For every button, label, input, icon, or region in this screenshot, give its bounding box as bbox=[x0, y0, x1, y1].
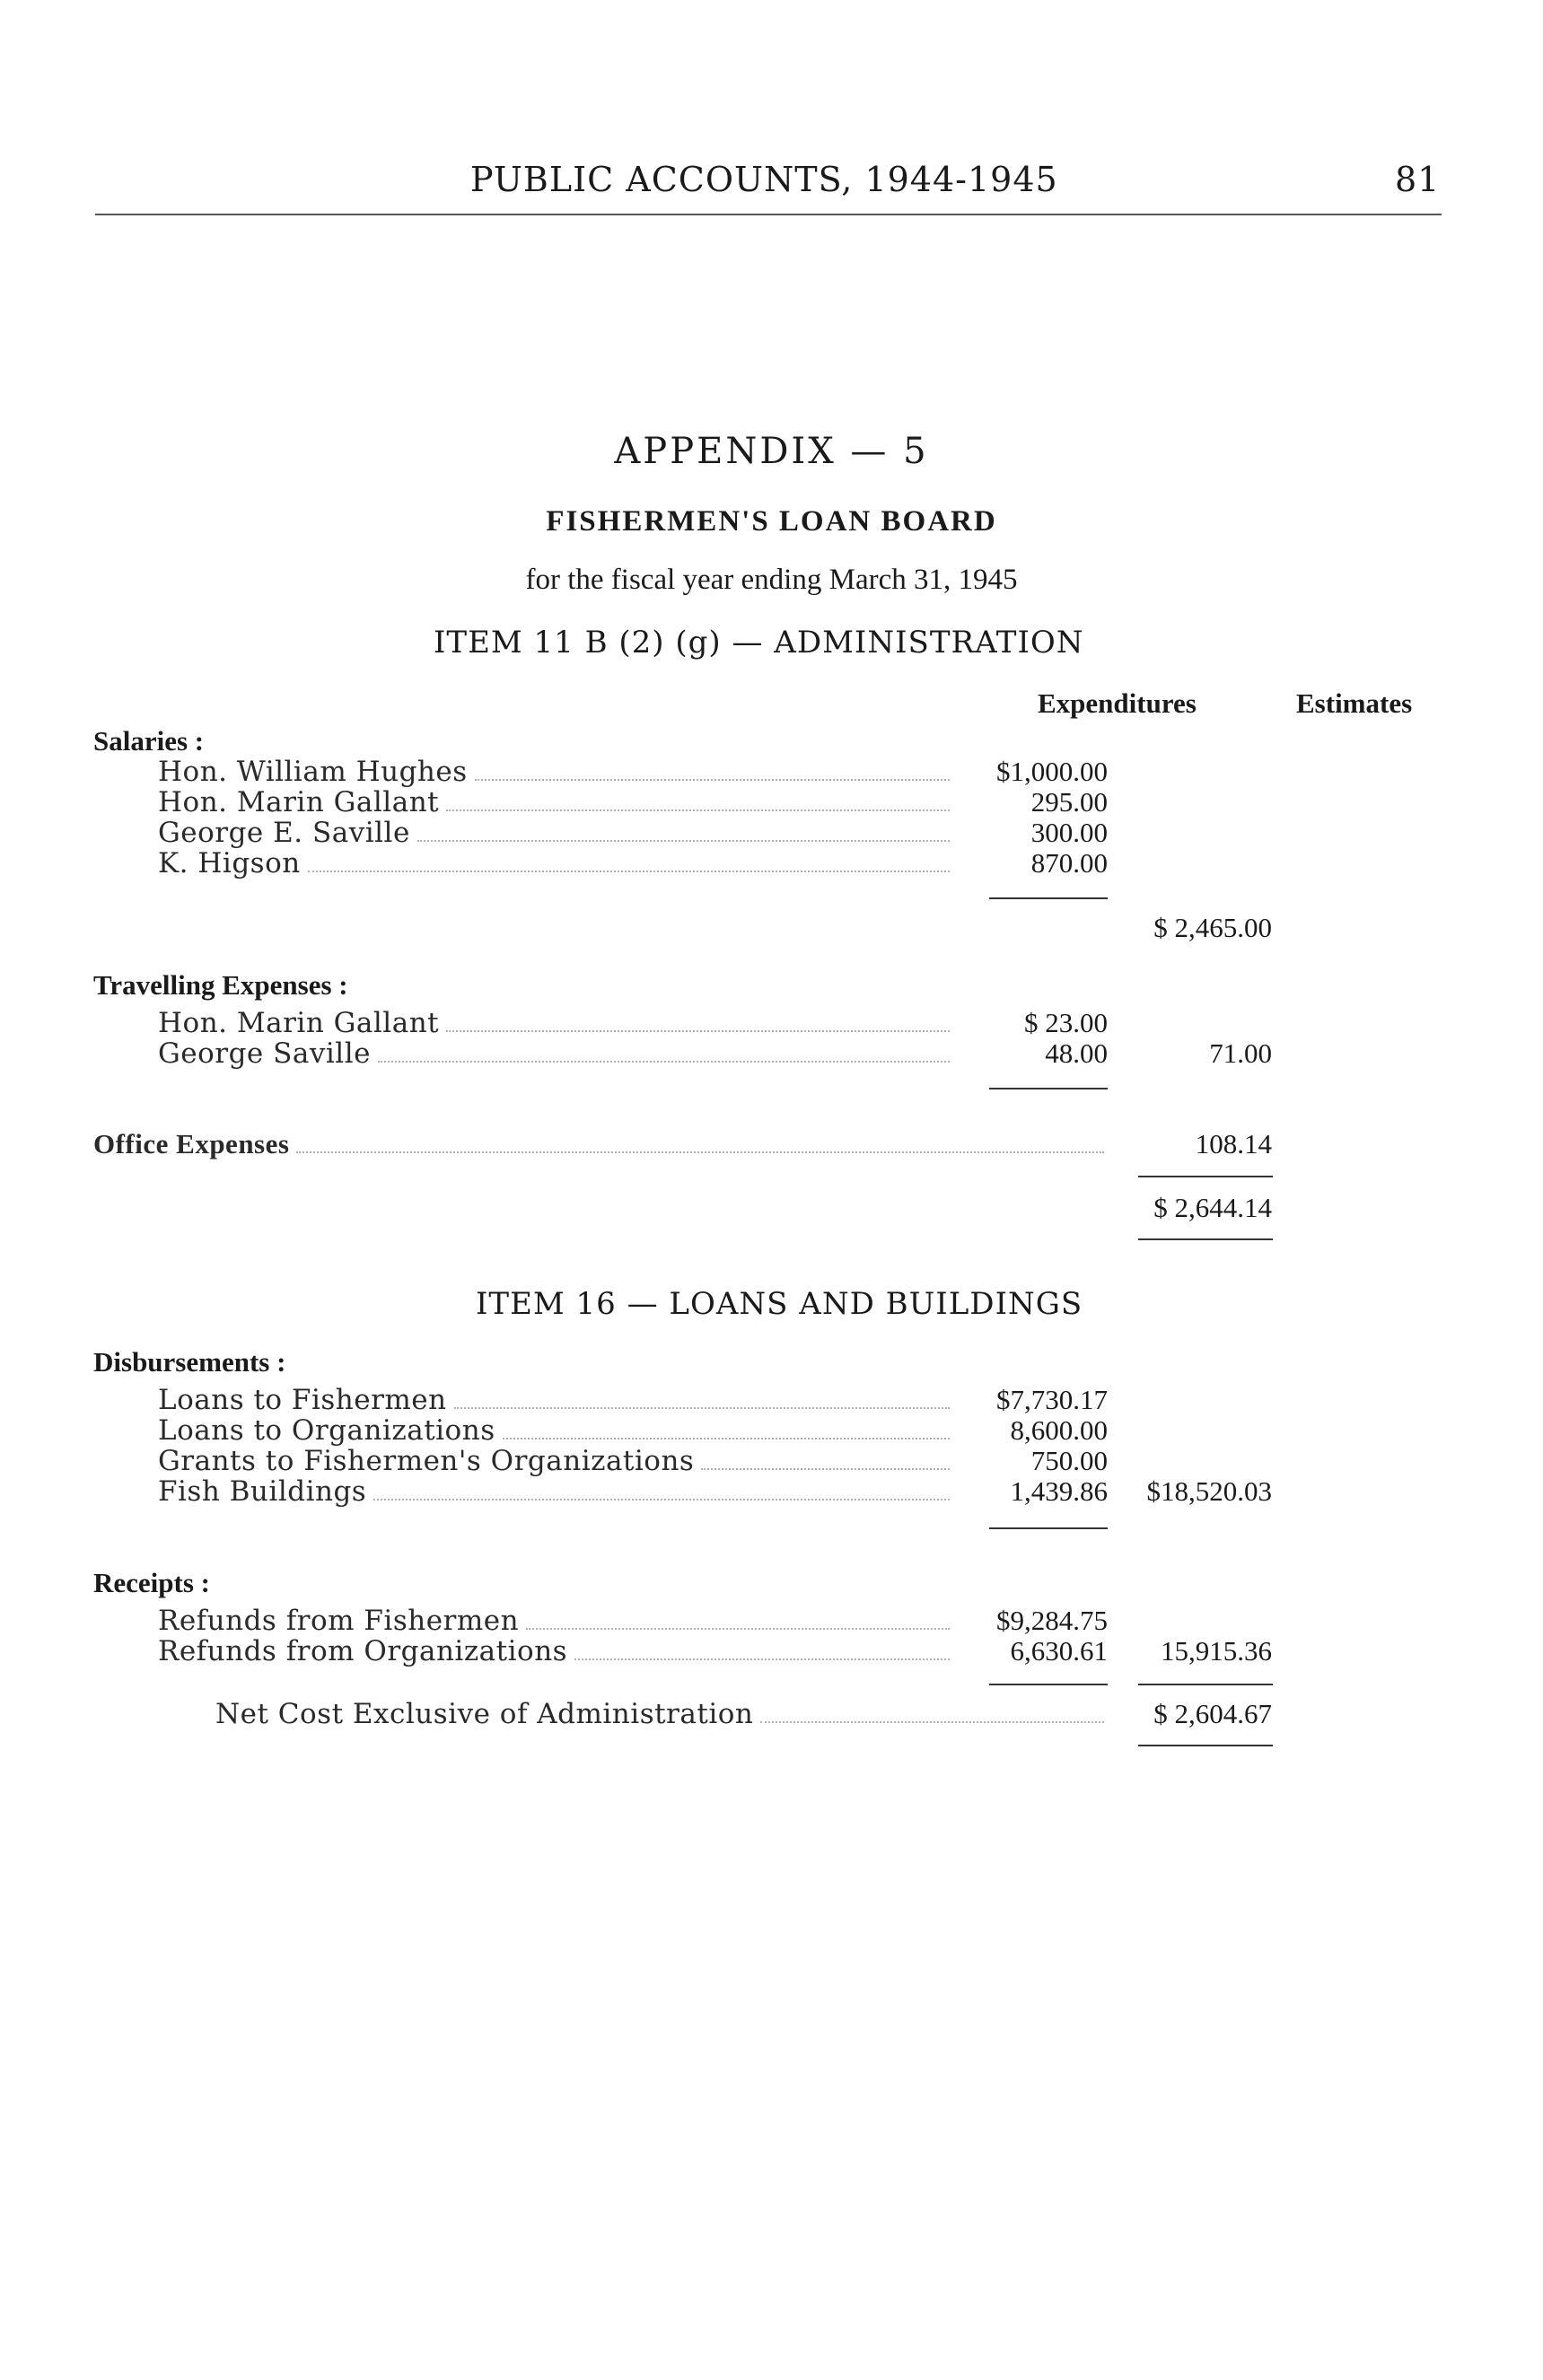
leader-dots bbox=[446, 809, 950, 811]
salary-row bbox=[158, 786, 957, 818]
receipts-total: 15,915.36 bbox=[1161, 1635, 1272, 1667]
leader-dots bbox=[454, 1407, 950, 1409]
leader-dots bbox=[503, 1438, 950, 1439]
salaries-label: Salaries : bbox=[93, 725, 205, 757]
row-label: Grants to Fishermen's Organizations bbox=[158, 1445, 695, 1477]
travel-row bbox=[158, 1037, 957, 1070]
running-header: PUBLIC ACCOUNTS, 1944-1945 bbox=[470, 160, 1058, 199]
subtotal-rule bbox=[989, 897, 1108, 899]
row-label: Refunds from Organizations bbox=[158, 1635, 568, 1667]
disbursement-row bbox=[158, 1475, 957, 1508]
office-amount: 108.14 bbox=[1195, 1128, 1272, 1159]
salary-row bbox=[158, 847, 957, 879]
disbursement-amount: 1,439.86 bbox=[1010, 1475, 1108, 1507]
total-rule bbox=[1138, 1238, 1273, 1240]
leader-dots bbox=[446, 1030, 950, 1032]
travel-row bbox=[158, 1007, 957, 1039]
leader-dots bbox=[574, 1658, 950, 1660]
travelling-label: Travelling Expenses : bbox=[93, 969, 348, 1001]
receipt-amount: $9,284.75 bbox=[996, 1605, 1108, 1636]
page-number: 81 bbox=[1395, 160, 1441, 199]
leader-dots bbox=[373, 1499, 950, 1501]
total-rule bbox=[1138, 1745, 1273, 1746]
travel-amount: $ 23.00 bbox=[1024, 1007, 1108, 1038]
row-label: Loans to Organizations bbox=[158, 1414, 495, 1447]
leader-dots bbox=[378, 1061, 950, 1063]
appendix-title: APPENDIX — 5 bbox=[614, 431, 929, 472]
salary-row bbox=[158, 756, 957, 788]
disbursement-row bbox=[158, 1384, 957, 1416]
board-title: FISHERMEN'S LOAN BOARD bbox=[546, 505, 997, 538]
net-cost-row bbox=[215, 1698, 1111, 1730]
leader-dots bbox=[296, 1151, 1104, 1153]
header-rule bbox=[95, 214, 1442, 215]
leader-dots bbox=[701, 1468, 950, 1470]
row-label: Refunds from Fishermen bbox=[158, 1605, 520, 1637]
office-row bbox=[93, 1128, 1111, 1160]
subtotal-rule bbox=[989, 1684, 1108, 1685]
salaries-total: $ 2,465.00 bbox=[1153, 912, 1272, 943]
disbursements-total: $18,520.03 bbox=[1146, 1475, 1272, 1507]
travelling-total: 71.00 bbox=[1209, 1037, 1272, 1069]
row-label: Fish Buildings bbox=[158, 1475, 367, 1508]
disbursement-row bbox=[158, 1414, 957, 1447]
salary-row bbox=[158, 817, 957, 849]
col-expenditures: Expenditures bbox=[1038, 687, 1197, 719]
fiscal-period: for the fiscal year ending March 31, 1945 bbox=[525, 564, 1018, 596]
receipt-amount: 6,630.61 bbox=[1010, 1635, 1108, 1667]
row-label: Hon. Marin Gallant bbox=[158, 786, 440, 818]
admin-grand-total: $ 2,644.14 bbox=[1153, 1192, 1272, 1223]
row-label: George E. Saville bbox=[158, 817, 410, 849]
subtotal-rule bbox=[1138, 1684, 1273, 1685]
disbursement-amount: $7,730.17 bbox=[996, 1384, 1108, 1415]
row-label: K. Higson bbox=[158, 847, 301, 879]
receipt-row bbox=[158, 1635, 957, 1667]
row-label: Hon. William Hughes bbox=[158, 756, 468, 788]
leader-dots bbox=[308, 871, 950, 872]
col-estimates: Estimates bbox=[1296, 687, 1413, 719]
receipt-row bbox=[158, 1605, 957, 1637]
net-cost-amount: $ 2,604.67 bbox=[1153, 1698, 1272, 1729]
item-admin-heading: ITEM 11 B (2) (g) — ADMINISTRATION bbox=[434, 625, 1084, 661]
leader-dots bbox=[760, 1721, 1104, 1723]
disbursement-row bbox=[158, 1445, 957, 1477]
salary-amount: 300.00 bbox=[1030, 817, 1108, 848]
subtotal-rule bbox=[989, 1527, 1108, 1529]
item-loans-heading: ITEM 16 — LOANS AND BUILDINGS bbox=[476, 1286, 1083, 1322]
leader-dots bbox=[526, 1628, 950, 1630]
subtotal-rule bbox=[989, 1088, 1108, 1089]
travel-amount: 48.00 bbox=[1045, 1037, 1108, 1069]
leader-dots bbox=[475, 779, 950, 781]
salary-amount: 870.00 bbox=[1030, 847, 1108, 879]
disbursements-label: Disbursements : bbox=[93, 1346, 286, 1378]
receipts-label: Receipts : bbox=[93, 1567, 210, 1598]
leader-dots bbox=[417, 840, 950, 842]
row-label: Hon. Marin Gallant bbox=[158, 1007, 440, 1039]
total-rule bbox=[1138, 1176, 1273, 1177]
net-cost-label: Net Cost Exclusive of Administration bbox=[215, 1698, 754, 1730]
disbursement-amount: 750.00 bbox=[1030, 1445, 1108, 1476]
row-label: George Saville bbox=[158, 1037, 371, 1070]
office-label: Office Expenses bbox=[93, 1128, 290, 1159]
disbursement-amount: 8,600.00 bbox=[1010, 1414, 1108, 1446]
salary-amount: 295.00 bbox=[1030, 786, 1108, 818]
salary-amount: $1,000.00 bbox=[996, 756, 1108, 787]
row-label: Loans to Fishermen bbox=[158, 1384, 447, 1416]
